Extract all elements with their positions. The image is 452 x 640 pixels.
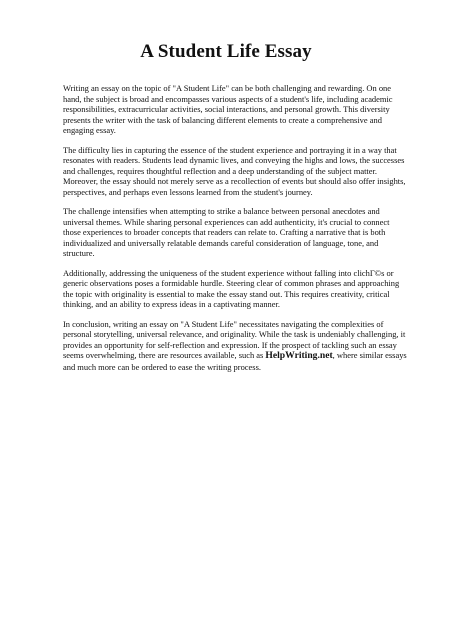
paragraph-conclusion xyxy=(63,319,407,373)
document-body xyxy=(63,83,407,381)
conclusion-text-before-link: In conclusion, writing an essay on "A Student Life" necessitates navigating the complexities of personal storytelling, universal relevance, and originality. While the task is undeniably challenging, it provides an opportunity for self-reflection and expression. If the prospect of tackling such an essay seems overwhelming, there are resources available, such as xyxy=(63,318,406,360)
paragraph-difficulty: The difficulty lies in capturing the essence of the student experience and portraying it in a way that resonates with readers. Students lead dynamic lives, and conveying the highs and lows, the successes and challenges, requires thoughtful reflection and a deep understanding of the subject matter. Moreover, the essay should not merely serve as a recollection of events but should also offer insights, perspectives, and perhaps even lessons learned from the student's journey. xyxy=(63,144,406,197)
conclusion-text-after-link: , where similar essays and much more can be ordered to ease the writing process. xyxy=(63,350,407,372)
document-title: A Student Life Essay xyxy=(140,41,312,62)
paragraph-challenge: The challenge intensifies when attempting to strike a balance between personal anecdotes and universal themes. While sharing personal experiences can add authenticity, it's crucial to connect those experiences to broader concepts that readers can relate to. Crafting a narrative that is both individualized and universally relatable demands careful consideration of language, tone, and structure. xyxy=(63,206,390,258)
paragraph-uniqueness: Additionally, addressing the uniqueness of the student experience without falling into clichГ©s or generic observations poses a formidable hurdle. Steering clear of common phrases and approaching the topic with originality is essential to make the essay stand out. This requires creativity, critical thinking, and an ability to express ideas in a captivating manner. xyxy=(63,267,400,309)
paragraph-intro: Writing an essay on the topic of "A Student Life" can be both challenging and rewarding. On one hand, the subject is broad and encompasses various aspects of a student's life, including academic responsibilities, extracurricular activities, social interactions, and personal growth. This diversity presents the writer with the task of balancing different elements to create a comprehensive and engaging essay. xyxy=(63,83,393,135)
helpwriting-link[interactable]: HelpWriting.net xyxy=(265,350,333,361)
